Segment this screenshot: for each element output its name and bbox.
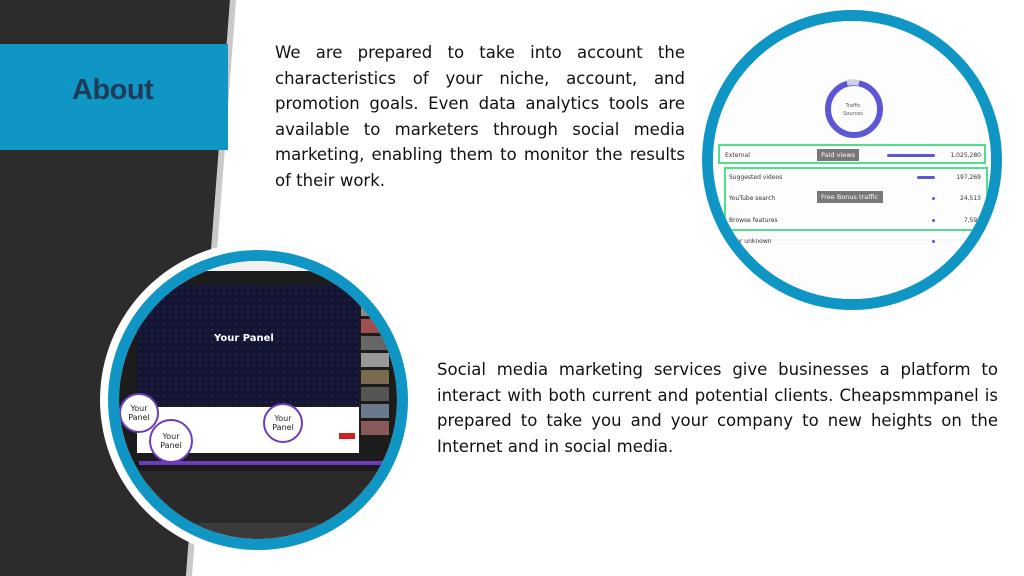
- donut-label-1: Traffic: [845, 103, 861, 109]
- row-label: ect or unknown: [725, 238, 772, 245]
- row-label: Browse features: [729, 217, 778, 224]
- traffic-bar: [932, 219, 935, 222]
- row-value: 197,269: [956, 174, 981, 181]
- traffic-bar: [932, 197, 935, 200]
- donut-gap: [847, 82, 859, 83]
- about-title: About: [72, 74, 154, 106]
- row-value: 7,591: [963, 217, 981, 224]
- row-value: 3,28: [967, 238, 981, 245]
- paid-views-tag: Paid views: [817, 149, 859, 161]
- donut-label-2: Sources: [843, 111, 863, 117]
- paragraph-intro: We are prepared to take into account the characteristics of your niche, account, and promotion goals. Even data analytics tools are available to marketers through social media marketing, enabling them to monitor the results of their work.: [275, 43, 685, 190]
- traffic-bar: [932, 240, 935, 243]
- row-label: External: [725, 152, 750, 159]
- panel-image-circle: [108, 250, 408, 550]
- row-label: YouTube search: [729, 195, 776, 202]
- traffic-bar: [887, 154, 935, 157]
- row-value: 1,025,280: [950, 152, 981, 159]
- panel-bubble: Your Panel: [149, 419, 193, 463]
- row-label: Suggested videos: [729, 174, 783, 181]
- panel-title: Your Panel: [214, 333, 274, 344]
- panel-mock-screenshot: [119, 261, 397, 539]
- analytics-image-circle: [702, 10, 1002, 310]
- paragraph-services: Social media marketing services give businesses a platform to interact with both current and potential clients. Cheapsmmpanel is prepared to take you and your company to new heights on the Internet and in social media.: [437, 360, 998, 456]
- traffic-bar: [917, 176, 935, 179]
- panel-bubble: Your Panel: [263, 403, 303, 443]
- panel-bubble: Your Panel: [119, 393, 159, 433]
- free-traffic-tag: Free Bonus traffic: [817, 191, 883, 203]
- row-value: 24,513: [960, 195, 981, 202]
